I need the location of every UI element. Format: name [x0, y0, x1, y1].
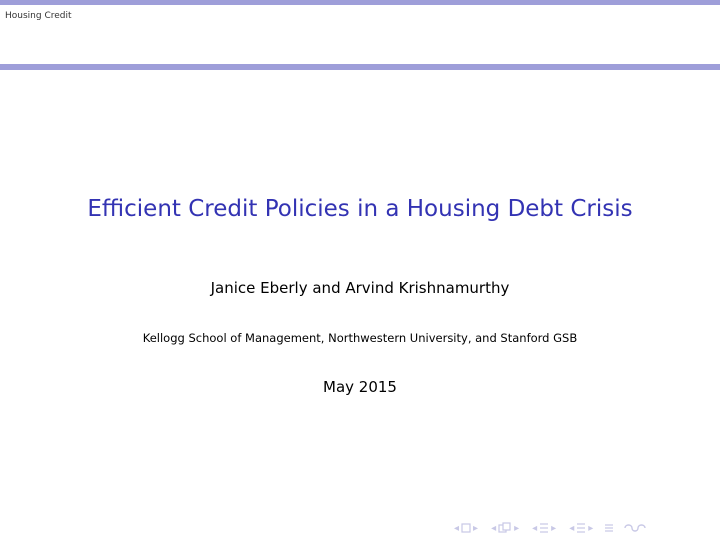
- doc-nav[interactable]: [567, 522, 595, 534]
- search-nav[interactable]: [623, 522, 647, 534]
- align-icon[interactable]: [604, 522, 614, 534]
- search-icon[interactable]: [623, 522, 647, 534]
- slide-date: May 2015: [323, 378, 397, 396]
- nav-prev-icon[interactable]: ◂: [491, 522, 497, 534]
- section-nav[interactable]: [530, 522, 558, 534]
- nav-prev-icon[interactable]: ◂: [454, 522, 460, 534]
- slide-institute: Kellogg School of Management, Northwestern University, and Stanford GSB: [142, 331, 578, 345]
- slide-title: Efficient Credit Policies in a Housing Debt Crisis: [87, 196, 633, 222]
- nav-next-icon[interactable]: ▸: [588, 522, 594, 534]
- slide-authors: Janice Eberly and Arvind Krishnamurthy: [210, 279, 510, 297]
- section-icon[interactable]: [539, 522, 549, 534]
- frame-icon[interactable]: [461, 523, 471, 533]
- align-nav[interactable]: [604, 522, 614, 534]
- subsection-nav[interactable]: [489, 522, 521, 534]
- header-short-title: Housing Credit: [5, 11, 72, 21]
- nav-next-icon[interactable]: ▸: [514, 522, 520, 534]
- nav-prev-icon[interactable]: ◂: [532, 522, 538, 534]
- subsection-icon[interactable]: [498, 522, 512, 534]
- nav-next-icon[interactable]: ▸: [473, 522, 479, 534]
- frame-nav[interactable]: [452, 523, 480, 534]
- header-bar: [0, 64, 720, 70]
- nav-next-icon[interactable]: ▸: [551, 522, 557, 534]
- doc-icon[interactable]: [576, 522, 586, 534]
- navigation-bar: [452, 521, 656, 535]
- nav-prev-icon[interactable]: ◂: [569, 522, 575, 534]
- top-rule: [0, 0, 720, 5]
